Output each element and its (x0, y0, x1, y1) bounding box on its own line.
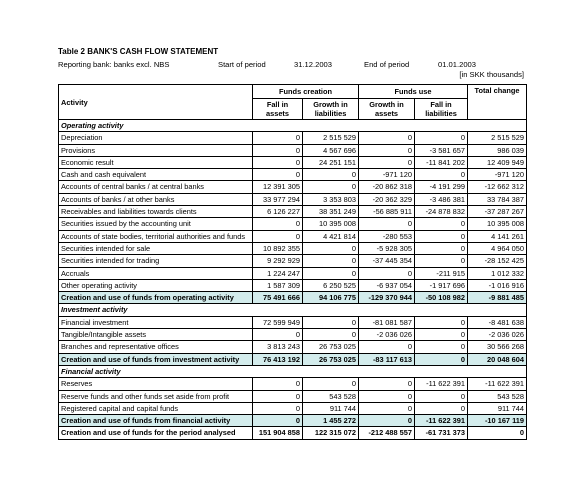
value-cell: 0 (303, 316, 359, 328)
value-cell: 4 567 696 (303, 144, 359, 156)
value-cell: 0 (253, 415, 303, 427)
table-row (59, 279, 527, 291)
table-row (59, 415, 527, 427)
value-cell: 1 587 309 (253, 279, 303, 291)
fall-in-assets-header: Fall in assets (253, 99, 303, 120)
table-row (59, 132, 527, 144)
row-label: Accruals (59, 267, 253, 279)
value-cell: 0 (303, 169, 359, 181)
value-cell: 4 421 814 (303, 230, 359, 242)
value-cell: 10 892 355 (253, 242, 303, 254)
row-label: Branches and representative offices (59, 341, 253, 353)
row-label: Securities intended for sale (59, 242, 253, 254)
value-cell: 0 (468, 427, 527, 439)
value-cell: 0 (359, 378, 415, 390)
value-cell: -3 486 381 (415, 193, 468, 205)
value-cell: 0 (415, 353, 468, 365)
value-cell: 0 (253, 378, 303, 390)
value-cell: 0 (415, 132, 468, 144)
value-cell: 911 744 (468, 402, 527, 414)
value-cell: -10 167 119 (468, 415, 527, 427)
value-cell: 0 (303, 267, 359, 279)
value-cell: 4 964 050 (468, 242, 527, 254)
table-row (59, 156, 527, 168)
end-period-label: End of period (364, 60, 410, 69)
value-cell: 26 753 025 (303, 341, 359, 353)
section-header-row (59, 120, 527, 132)
row-label: Provisions (59, 144, 253, 156)
value-cell: 0 (359, 132, 415, 144)
table-row (59, 242, 527, 254)
value-cell: -4 191 299 (415, 181, 468, 193)
row-label: Cash and cash equivalent (59, 169, 253, 181)
value-cell: -20 362 329 (359, 193, 415, 205)
value-cell: -56 885 911 (359, 206, 415, 218)
value-cell: 0 (303, 329, 359, 341)
units-note: [in SKK thousands] (459, 70, 524, 79)
row-label: Financial investment (59, 316, 253, 328)
reporting-bank-label: Reporting bank: banks excl. NBS (58, 60, 170, 69)
row-label: Creation and use of funds for the period analysed (59, 427, 253, 439)
value-cell: 12 391 305 (253, 181, 303, 193)
value-cell: 0 (303, 255, 359, 267)
table-row (59, 169, 527, 181)
row-label: Creation and use of funds from operating activity (59, 292, 253, 304)
value-cell: 1 455 272 (303, 415, 359, 427)
value-cell: 0 (253, 169, 303, 181)
value-cell: 0 (415, 329, 468, 341)
value-cell: 4 141 261 (468, 230, 527, 242)
value-cell: 0 (415, 255, 468, 267)
table-row (59, 230, 527, 242)
row-label: Securities intended for trading (59, 255, 253, 267)
value-cell: -50 108 982 (415, 292, 468, 304)
value-cell: 0 (253, 218, 303, 230)
value-cell: -2 036 026 (468, 329, 527, 341)
report-info-row (58, 60, 526, 70)
value-cell: -28 152 425 (468, 255, 527, 267)
value-cell: 2 515 529 (468, 132, 527, 144)
value-cell: -212 488 557 (359, 427, 415, 439)
value-cell: 6 250 525 (303, 279, 359, 291)
value-cell: -11 622 391 (415, 378, 468, 390)
value-cell: -24 878 832 (415, 206, 468, 218)
row-label: Reserves (59, 378, 253, 390)
value-cell: 76 413 192 (253, 353, 303, 365)
table-row (59, 267, 527, 279)
value-cell: 9 292 929 (253, 255, 303, 267)
value-cell: 0 (415, 169, 468, 181)
section-title: Operating activity (59, 120, 527, 132)
start-period-date: 31.12.2003 (294, 60, 333, 69)
value-cell: -11 622 391 (415, 415, 468, 427)
value-cell: -9 881 485 (468, 292, 527, 304)
value-cell: 0 (359, 156, 415, 168)
table-row (59, 427, 527, 439)
value-cell: -83 117 613 (359, 353, 415, 365)
value-cell: 0 (359, 144, 415, 156)
section-title: Financial activity (59, 365, 527, 377)
value-cell: 26 753 025 (303, 353, 359, 365)
section-header-row (59, 365, 527, 377)
value-cell: -37 445 354 (359, 255, 415, 267)
row-label: Reserve funds and other funds set aside from profit (59, 390, 253, 402)
table-row (59, 402, 527, 414)
value-cell: 75 491 666 (253, 292, 303, 304)
funds-creation-header: Funds creation (253, 85, 359, 99)
value-cell: 0 (415, 242, 468, 254)
table-row (59, 378, 527, 390)
value-cell: 0 (303, 181, 359, 193)
value-cell: 2 515 529 (303, 132, 359, 144)
value-cell: 0 (253, 230, 303, 242)
value-cell: 0 (415, 402, 468, 414)
value-cell: -37 287 267 (468, 206, 527, 218)
value-cell: 0 (253, 132, 303, 144)
value-cell: 911 744 (303, 402, 359, 414)
row-label: Accounts of state bodies, territorial authorities and funds (59, 230, 253, 242)
value-cell: 72 599 949 (253, 316, 303, 328)
row-label: Economic result (59, 156, 253, 168)
value-cell: -61 731 373 (415, 427, 468, 439)
value-cell: -1 917 696 (415, 279, 468, 291)
table-row (59, 353, 527, 365)
value-cell: -81 081 587 (359, 316, 415, 328)
value-cell: -1 016 916 (468, 279, 527, 291)
value-cell: 30 566 268 (468, 341, 527, 353)
row-label: Depreciation (59, 132, 253, 144)
cash-flow-document (58, 47, 526, 440)
activity-header: Activity (59, 85, 253, 120)
value-cell: 10 395 008 (303, 218, 359, 230)
funds-use-header: Funds use (359, 85, 468, 99)
value-cell: 0 (359, 218, 415, 230)
table-row (59, 329, 527, 341)
growth-in-liabilities-header: Growth in liabilities (303, 99, 359, 120)
value-cell: 33 977 294 (253, 193, 303, 205)
table-row (59, 255, 527, 267)
row-label: Other operating activity (59, 279, 253, 291)
value-cell: -11 622 391 (468, 378, 527, 390)
value-cell: -8 481 638 (468, 316, 527, 328)
value-cell: 10 395 008 (468, 218, 527, 230)
table-row (59, 341, 527, 353)
fall-in-liabilities-header: Fall in liabilities (415, 99, 468, 120)
value-cell: 33 784 387 (468, 193, 527, 205)
value-cell: 6 126 227 (253, 206, 303, 218)
value-cell: 3 813 243 (253, 341, 303, 353)
value-cell: 0 (253, 156, 303, 168)
table-body (59, 120, 527, 440)
growth-in-assets-header: Growth in assets (359, 99, 415, 120)
row-label: Securities issued by the accounting unit (59, 218, 253, 230)
table-row (59, 390, 527, 402)
value-cell: -3 581 657 (415, 144, 468, 156)
table-row (59, 292, 527, 304)
value-cell: 1 012 332 (468, 267, 527, 279)
table-row (59, 193, 527, 205)
value-cell: -971 120 (468, 169, 527, 181)
table-row (59, 218, 527, 230)
value-cell: 0 (415, 316, 468, 328)
value-cell: -129 370 944 (359, 292, 415, 304)
value-cell: 0 (359, 267, 415, 279)
value-cell: 0 (253, 144, 303, 156)
row-label: Accounts of central banks / at central banks (59, 181, 253, 193)
section-header-row (59, 304, 527, 316)
value-cell: -280 553 (359, 230, 415, 242)
table-row (59, 181, 527, 193)
total-change-header: Total change (468, 85, 527, 120)
value-cell: -20 862 318 (359, 181, 415, 193)
value-cell: 20 048 604 (468, 353, 527, 365)
table-row (59, 144, 527, 156)
row-label: Accounts of banks / at other banks (59, 193, 253, 205)
value-cell: 94 106 775 (303, 292, 359, 304)
table-row (59, 206, 527, 218)
row-label: Receivables and liabilities towards clients (59, 206, 253, 218)
value-cell: 0 (359, 341, 415, 353)
value-cell: 38 351 249 (303, 206, 359, 218)
value-cell: 122 315 072 (303, 427, 359, 439)
value-cell: 0 (415, 390, 468, 402)
value-cell: 0 (415, 230, 468, 242)
table-row (59, 316, 527, 328)
value-cell: 543 528 (468, 390, 527, 402)
value-cell: 0 (303, 378, 359, 390)
value-cell: -971 120 (359, 169, 415, 181)
value-cell: -12 662 312 (468, 181, 527, 193)
value-cell: 0 (303, 242, 359, 254)
value-cell: 24 251 151 (303, 156, 359, 168)
value-cell: 0 (359, 415, 415, 427)
value-cell: -2 036 026 (359, 329, 415, 341)
row-label: Tangible/Intangible assets (59, 329, 253, 341)
cash-flow-table (58, 84, 527, 440)
value-cell: 0 (359, 402, 415, 414)
row-label: Registered capital and capital funds (59, 402, 253, 414)
value-cell: 0 (415, 218, 468, 230)
value-cell: -5 928 305 (359, 242, 415, 254)
value-cell: 12 409 949 (468, 156, 527, 168)
value-cell: -6 937 054 (359, 279, 415, 291)
value-cell: -211 915 (415, 267, 468, 279)
section-title: Investment activity (59, 304, 527, 316)
value-cell: 986 039 (468, 144, 527, 156)
row-label: Creation and use of funds from investment activity (59, 353, 253, 365)
start-period-label: Start of period (218, 60, 266, 69)
value-cell: 0 (359, 390, 415, 402)
value-cell: 0 (253, 390, 303, 402)
end-period-date: 01.01.2003 (438, 60, 477, 69)
value-cell: 151 904 858 (253, 427, 303, 439)
value-cell: 0 (415, 341, 468, 353)
value-cell: 0 (253, 402, 303, 414)
document-title: Table 2 BANK'S CASH FLOW STATEMENT (58, 47, 219, 56)
value-cell: 543 528 (303, 390, 359, 402)
value-cell: 1 224 247 (253, 267, 303, 279)
value-cell: -11 841 202 (415, 156, 468, 168)
row-label: Creation and use of funds from financial activity (59, 415, 253, 427)
value-cell: 3 353 803 (303, 193, 359, 205)
value-cell: 0 (253, 329, 303, 341)
